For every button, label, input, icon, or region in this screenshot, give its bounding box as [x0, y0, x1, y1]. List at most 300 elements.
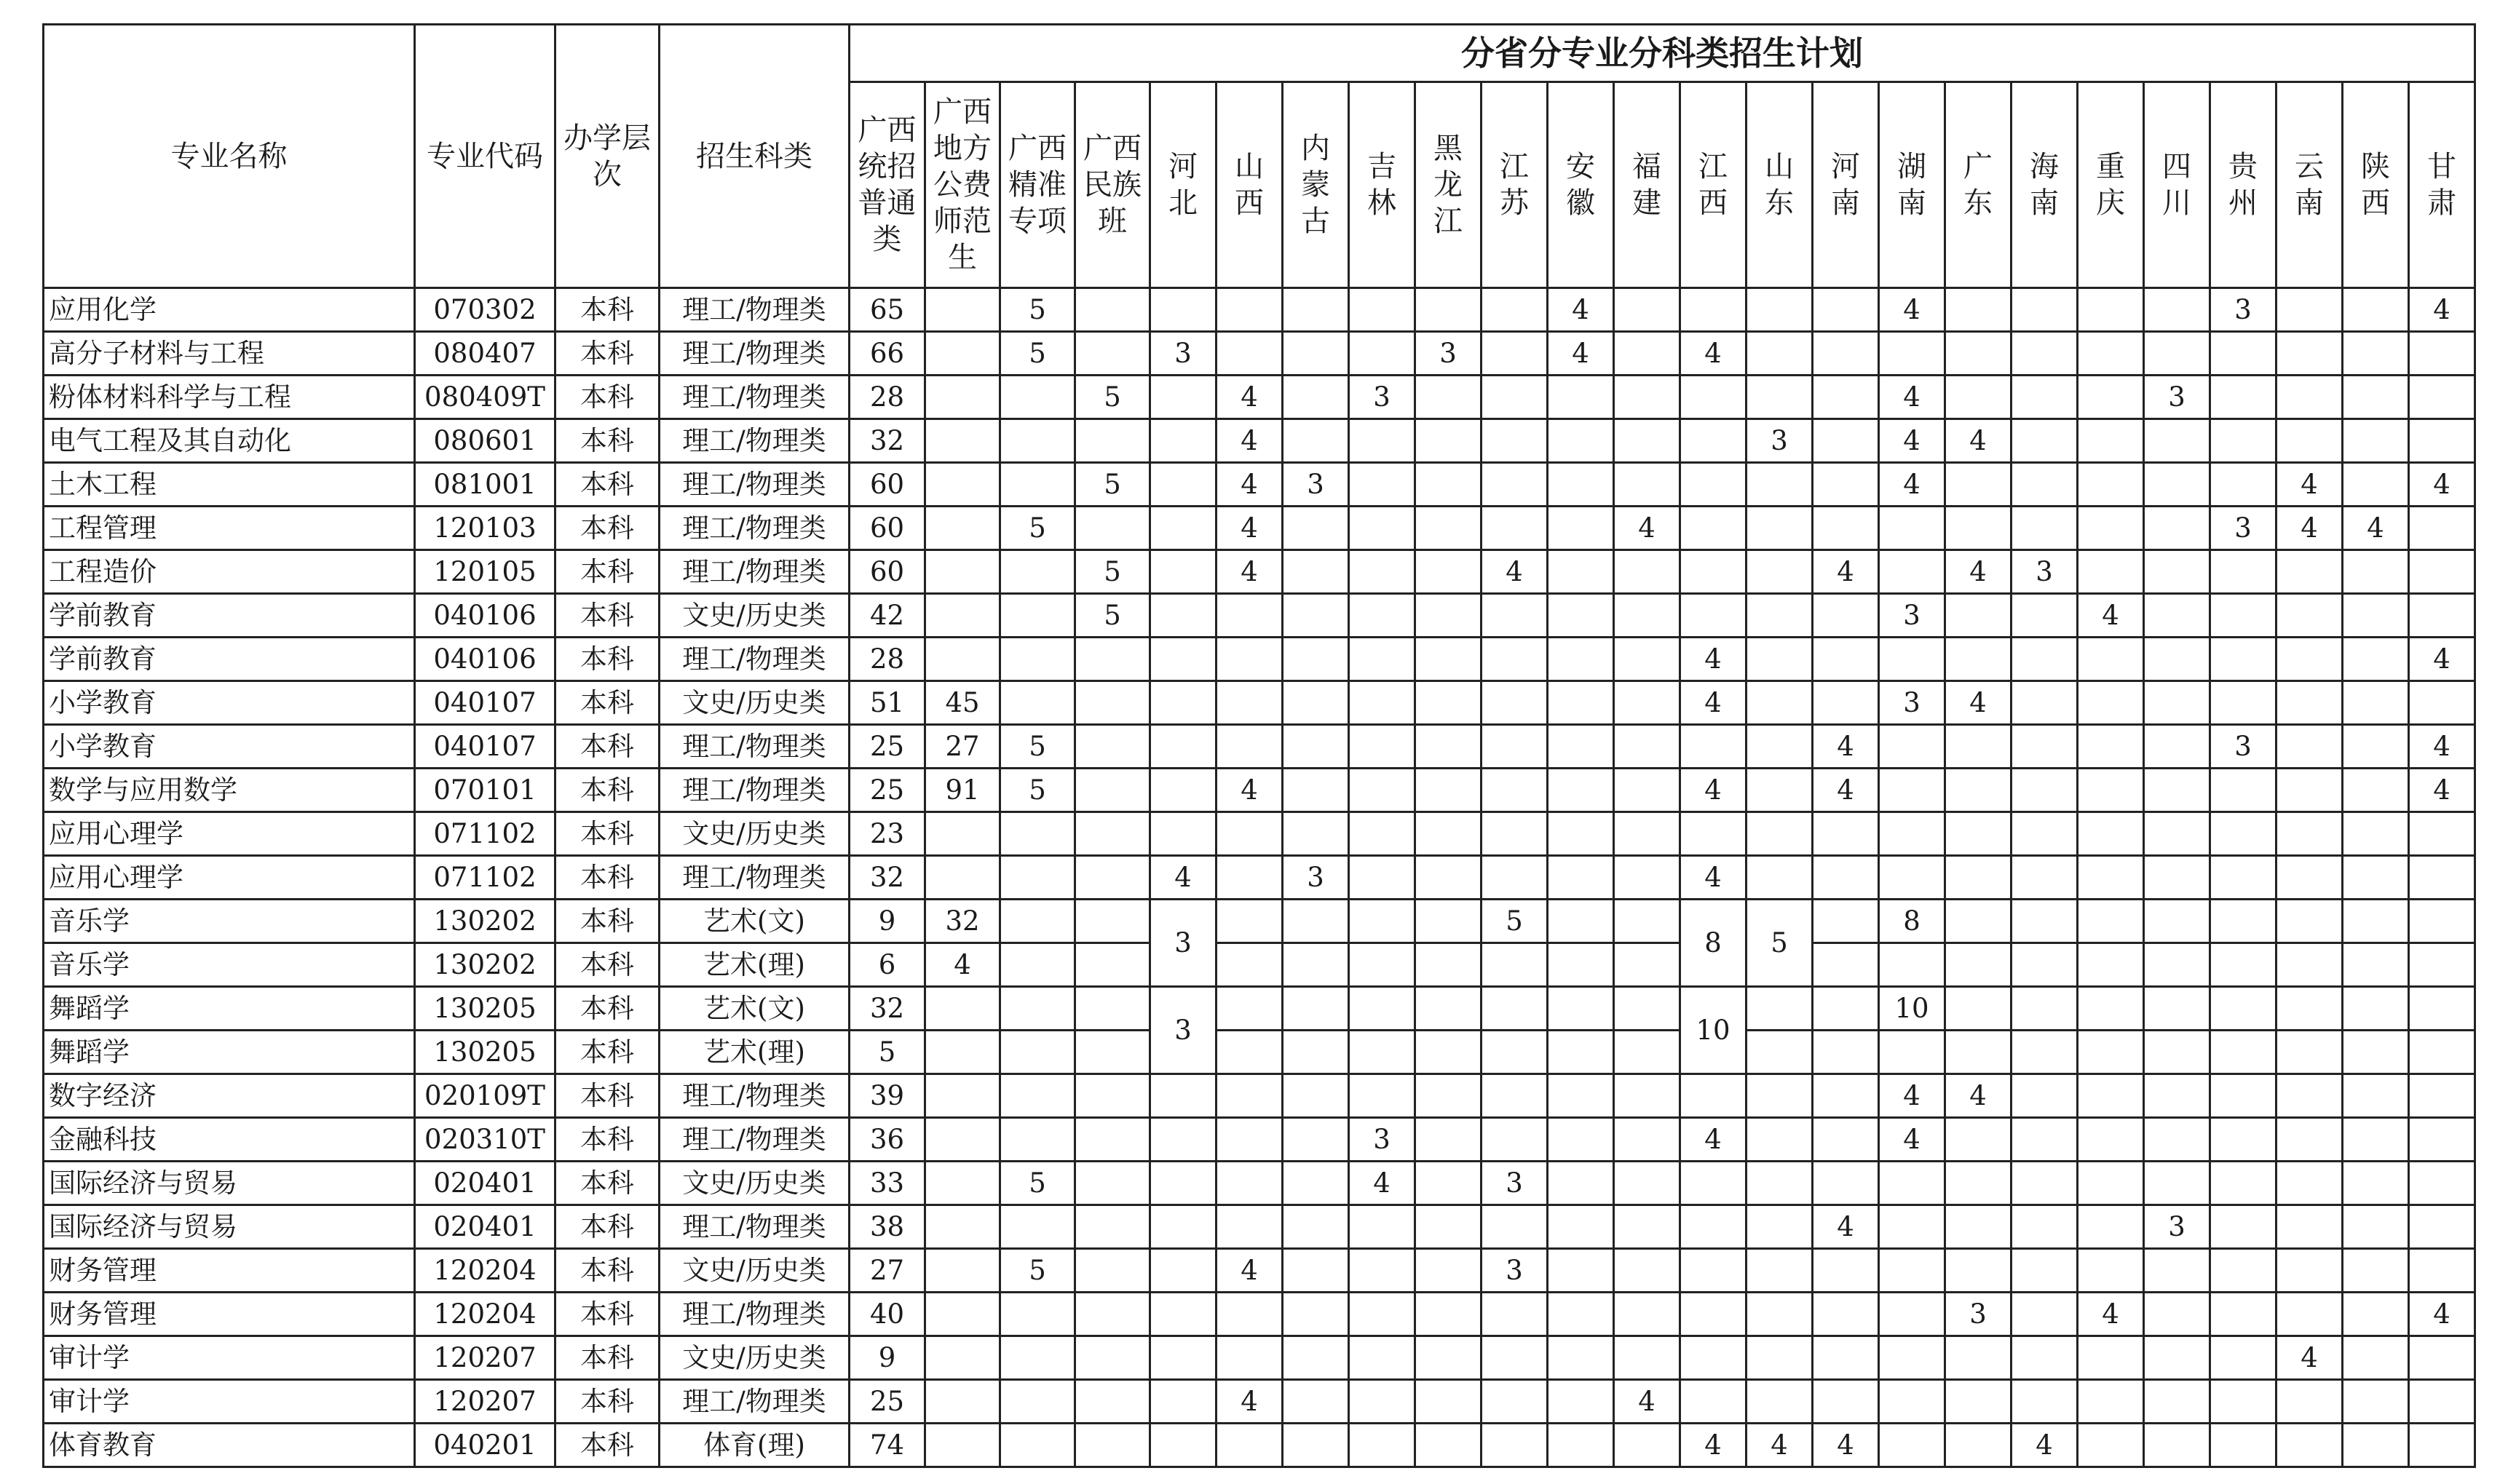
quota-cell	[925, 1380, 1000, 1424]
category-cell: 艺术(理)	[660, 1031, 850, 1074]
quota-cell	[2144, 1336, 2210, 1380]
quota-cell	[2343, 376, 2409, 419]
header-major-name: 专业名称	[44, 25, 415, 288]
quota-cell: 4	[1217, 550, 1283, 594]
quota-cell	[2210, 943, 2276, 987]
table-row	[44, 1424, 2475, 1467]
major-name-cell: 粉体材料科学与工程	[44, 376, 415, 419]
header-column-6	[1283, 82, 1349, 288]
quota-cell	[2343, 1074, 2409, 1118]
quota-cell	[1217, 1162, 1283, 1205]
header-char: 山	[1235, 150, 1264, 183]
quota-cell	[2276, 900, 2343, 943]
quota-cell	[2012, 1249, 2078, 1293]
quota-cell: 4	[2409, 769, 2475, 812]
table-row	[44, 1205, 2475, 1249]
quota-cell	[1614, 1293, 1680, 1336]
quota-cell	[1000, 1424, 1075, 1467]
quota-cell: 4	[1482, 550, 1548, 594]
level-cell: 本科	[555, 332, 660, 376]
quota-cell	[2343, 638, 2409, 681]
header-char: 南	[1897, 186, 1926, 220]
header-char: 海	[2030, 150, 2059, 183]
major-name-cell: 工程造价	[44, 550, 415, 594]
quota-cell	[1945, 812, 2012, 856]
quota-cell	[1747, 463, 1813, 507]
quota-cell	[1283, 550, 1349, 594]
quota-cell	[1482, 1336, 1548, 1380]
quota-cell	[2078, 419, 2144, 463]
quota-cell	[2276, 1162, 2343, 1205]
quota-cell	[1614, 725, 1680, 769]
header-plan-title: 分省分专业分科类招生计划	[850, 25, 2475, 82]
quota-cell	[1614, 1031, 1680, 1074]
category-cell: 艺术(文)	[660, 987, 850, 1031]
quota-cell	[2078, 463, 2144, 507]
quota-cell	[2409, 1424, 2475, 1467]
quota-cell	[1747, 681, 1813, 725]
quota-cell	[1415, 1118, 1482, 1162]
quota-cell	[2144, 1249, 2210, 1293]
quota-cell	[1283, 681, 1349, 725]
quota-cell	[1150, 1249, 1217, 1293]
quota-cell	[2210, 1380, 2276, 1424]
category-cell: 艺术(理)	[660, 943, 850, 987]
quota-cell	[2343, 594, 2409, 638]
quota-cell	[2343, 419, 2409, 463]
quota-cell	[1349, 725, 1415, 769]
header-char: 黑	[1433, 132, 1463, 165]
quota-cell	[2409, 900, 2475, 943]
quota-cell	[1482, 376, 1548, 419]
table-row	[44, 1380, 2475, 1424]
quota-cell	[2343, 550, 2409, 594]
header-char: 河	[1831, 150, 1860, 183]
table-row	[44, 288, 2475, 332]
quota-cell	[2210, 1293, 2276, 1336]
category-cell: 理工/物理类	[660, 725, 850, 769]
quota-cell	[2078, 1205, 2144, 1249]
quota-cell	[1614, 1162, 1680, 1205]
quota-cell: 5	[1000, 769, 1075, 812]
quota-cell	[1349, 550, 1415, 594]
quota-cell: 5	[1000, 288, 1075, 332]
quota-cell: 4	[1548, 288, 1614, 332]
quota-cell	[925, 332, 1000, 376]
quota-cell	[1349, 769, 1415, 812]
table-row	[44, 943, 2475, 987]
quota-cell	[2210, 1031, 2276, 1074]
quota-cell	[1747, 1205, 1813, 1249]
quota-cell: 3	[2144, 1205, 2210, 1249]
quota-cell	[1349, 419, 1415, 463]
level-cell: 本科	[555, 900, 660, 943]
quota-cell	[2144, 419, 2210, 463]
level-cell: 本科	[555, 419, 660, 463]
quota-cell	[1349, 288, 1415, 332]
quota-cell	[2210, 594, 2276, 638]
quota-cell: 4	[1879, 1074, 1945, 1118]
major-code-cell: 080409T	[415, 376, 555, 419]
quota-cell	[1000, 1293, 1075, 1336]
quota-cell: 3	[2210, 288, 2276, 332]
header-column-20	[2210, 82, 2276, 288]
quota-cell	[1614, 900, 1680, 943]
quota-cell	[1548, 681, 1614, 725]
quota-cell	[1217, 1424, 1283, 1467]
quota-cell	[1945, 376, 2012, 419]
level-cell: 本科	[555, 594, 660, 638]
quota-cell	[925, 1074, 1000, 1118]
quota-cell	[1415, 725, 1482, 769]
header-column-4	[1150, 82, 1217, 288]
quota-cell: 32	[925, 900, 1000, 943]
header-level: 办学层次	[555, 25, 660, 288]
quota-cell	[1482, 1293, 1548, 1336]
quota-cell	[1548, 943, 1614, 987]
quota-cell	[2078, 1249, 2144, 1293]
level-cell: 本科	[555, 288, 660, 332]
quota-cell	[2210, 769, 2276, 812]
major-code-cell: 040107	[415, 725, 555, 769]
major-name-cell: 数学与应用数学	[44, 769, 415, 812]
header-column-22	[2343, 82, 2409, 288]
header-char: 苏	[1500, 186, 1529, 220]
quota-cell	[925, 463, 1000, 507]
quota-cell: 36	[850, 1118, 925, 1162]
quota-cell	[2012, 1162, 2078, 1205]
quota-cell	[1150, 1074, 1217, 1118]
major-name-cell: 音乐学	[44, 943, 415, 987]
quota-cell	[1747, 725, 1813, 769]
quota-cell	[1000, 1074, 1075, 1118]
major-name-cell: 高分子材料与工程	[44, 332, 415, 376]
quota-cell	[1283, 900, 1349, 943]
header-char: 公费	[933, 168, 992, 202]
quota-cell	[1747, 987, 1813, 1031]
level-cell: 本科	[555, 1162, 660, 1205]
quota-cell: 5	[1000, 1249, 1075, 1293]
quota-cell	[1415, 1205, 1482, 1249]
quota-cell	[2144, 463, 2210, 507]
quota-cell	[2210, 1424, 2276, 1467]
quota-cell: 3	[2210, 725, 2276, 769]
quota-cell	[1349, 332, 1415, 376]
quota-cell: 65	[850, 288, 925, 332]
quota-cell	[1482, 987, 1548, 1031]
quota-cell: 4	[1217, 507, 1283, 550]
quota-cell	[1415, 463, 1482, 507]
quota-cell	[925, 638, 1000, 681]
quota-cell: 66	[850, 332, 925, 376]
quota-cell: 4	[1813, 725, 1879, 769]
major-code-cell: 081001	[415, 463, 555, 507]
quota-cell	[1415, 900, 1482, 943]
quota-cell	[1217, 725, 1283, 769]
header-char: 北	[1168, 186, 1198, 220]
header-column-11	[1614, 82, 1680, 288]
header-char: 重	[2096, 150, 2125, 183]
quota-cell	[2012, 725, 2078, 769]
category-cell: 理工/物理类	[660, 550, 850, 594]
quota-cell	[1075, 288, 1150, 332]
quota-cell	[1482, 1031, 1548, 1074]
header-char: 广西	[1083, 132, 1142, 165]
quota-cell: 3	[1879, 681, 1945, 725]
quota-cell	[1548, 769, 1614, 812]
category-cell: 理工/物理类	[660, 856, 850, 900]
quota-cell	[1548, 463, 1614, 507]
quota-cell: 32	[850, 987, 925, 1031]
quota-cell	[1945, 900, 2012, 943]
quota-cell	[2144, 594, 2210, 638]
quota-cell	[1150, 288, 1217, 332]
quota-cell	[2078, 1031, 2144, 1074]
quota-cell	[1614, 1249, 1680, 1293]
quota-cell: 3	[2144, 376, 2210, 419]
major-name-cell: 应用化学	[44, 288, 415, 332]
table-row	[44, 681, 2475, 725]
quota-cell	[925, 550, 1000, 594]
level-cell: 本科	[555, 376, 660, 419]
quota-cell	[1150, 1118, 1217, 1162]
quota-cell	[1614, 376, 1680, 419]
major-name-cell: 国际经济与贸易	[44, 1162, 415, 1205]
quota-cell	[2343, 1118, 2409, 1162]
quota-cell	[925, 1031, 1000, 1074]
quota-cell: 5	[1000, 332, 1075, 376]
major-name-cell: 学前教育	[44, 594, 415, 638]
quota-cell	[1283, 638, 1349, 681]
quota-cell: 4	[1945, 550, 2012, 594]
quota-cell	[1150, 1336, 1217, 1380]
quota-cell	[1945, 1380, 2012, 1424]
quota-cell	[2276, 419, 2343, 463]
header-char: 师范	[933, 205, 992, 238]
quota-cell	[1217, 1118, 1283, 1162]
quota-cell	[1217, 1205, 1283, 1249]
quota-cell	[1548, 1205, 1614, 1249]
quota-cell	[2210, 987, 2276, 1031]
major-name-cell: 小学教育	[44, 681, 415, 725]
quota-cell: 3	[1747, 419, 1813, 463]
header-char: 广西	[1008, 132, 1067, 165]
quota-cell	[1813, 463, 1879, 507]
quota-cell	[925, 288, 1000, 332]
table-row	[44, 769, 2475, 812]
quota-cell	[2144, 900, 2210, 943]
header-column-15	[1879, 82, 1945, 288]
quota-cell	[1945, 725, 2012, 769]
quota-cell	[2343, 769, 2409, 812]
table-row	[44, 463, 2475, 507]
quota-cell	[1075, 638, 1150, 681]
quota-cell	[2210, 1162, 2276, 1205]
quota-cell	[1945, 288, 2012, 332]
category-cell: 理工/物理类	[660, 1380, 850, 1424]
quota-cell	[2012, 943, 2078, 987]
quota-cell	[2078, 812, 2144, 856]
quota-cell	[2276, 332, 2343, 376]
quota-cell	[2078, 987, 2144, 1031]
quota-cell: 4	[2078, 594, 2144, 638]
quota-cell	[2343, 1249, 2409, 1293]
quota-cell	[1548, 550, 1614, 594]
quota-cell	[1482, 507, 1548, 550]
quota-cell	[1747, 1074, 1813, 1118]
quota-cell	[1945, 1118, 2012, 1162]
header-char: 州	[2228, 186, 2258, 220]
quota-cell	[2343, 332, 2409, 376]
quota-cell	[2276, 725, 2343, 769]
quota-cell	[2210, 419, 2276, 463]
quota-cell	[1747, 550, 1813, 594]
major-name-cell: 应用心理学	[44, 856, 415, 900]
quota-cell	[1283, 288, 1349, 332]
quota-cell	[2144, 1074, 2210, 1118]
quota-cell	[1879, 769, 1945, 812]
quota-cell	[1945, 943, 2012, 987]
quota-cell	[1813, 594, 1879, 638]
quota-cell: 9	[850, 1336, 925, 1380]
quota-cell	[1283, 1293, 1349, 1336]
major-name-cell: 小学教育	[44, 725, 415, 769]
quota-cell	[1945, 1336, 2012, 1380]
table-row	[44, 1118, 2475, 1162]
quota-cell	[2210, 1205, 2276, 1249]
header-char: 肃	[2427, 186, 2456, 220]
quota-cell	[1879, 1031, 1945, 1074]
quota-cell	[2144, 1293, 2210, 1336]
major-name-cell: 金融科技	[44, 1118, 415, 1162]
major-code-cell: 130205	[415, 987, 555, 1031]
quota-cell	[1813, 1380, 1879, 1424]
quota-cell	[2144, 812, 2210, 856]
level-cell: 本科	[555, 987, 660, 1031]
header-char: 统招	[858, 150, 917, 183]
quota-cell	[1813, 856, 1879, 900]
quota-cell	[1000, 987, 1075, 1031]
quota-cell	[1548, 638, 1614, 681]
header-column-8	[1415, 82, 1482, 288]
quota-cell	[2210, 550, 2276, 594]
quota-cell	[2210, 1074, 2276, 1118]
table-row	[44, 376, 2475, 419]
quota-cell	[1879, 1336, 1945, 1380]
level-cell: 本科	[555, 725, 660, 769]
quota-cell	[2409, 856, 2475, 900]
quota-cell	[2276, 1293, 2343, 1336]
quota-cell	[1879, 332, 1945, 376]
header-column-19	[2144, 82, 2210, 288]
quota-cell	[1075, 1162, 1150, 1205]
quota-cell	[2012, 376, 2078, 419]
level-cell: 本科	[555, 1380, 660, 1424]
quota-cell: 3	[1482, 1162, 1548, 1205]
header-char: 南	[1831, 186, 1860, 220]
quota-cell	[2078, 288, 2144, 332]
quota-cell: 4	[2409, 1293, 2475, 1336]
quota-cell	[1614, 987, 1680, 1031]
category-cell: 文史/历史类	[660, 812, 850, 856]
header-column-14	[1813, 82, 1879, 288]
quota-cell: 4	[1217, 463, 1283, 507]
quota-cell	[2078, 1380, 2144, 1424]
quota-cell: 60	[850, 550, 925, 594]
quota-cell	[1150, 1162, 1217, 1205]
quota-cell	[1349, 812, 1415, 856]
quota-cell	[2078, 1074, 2144, 1118]
quota-cell	[1150, 507, 1217, 550]
quota-cell	[1283, 725, 1349, 769]
quota-cell	[1879, 856, 1945, 900]
quota-cell	[1217, 594, 1283, 638]
header-char: 东	[1765, 186, 1794, 220]
major-code-cell: 120207	[415, 1336, 555, 1380]
quota-cell	[2078, 332, 2144, 376]
quota-cell: 3	[1150, 900, 1217, 987]
header-column-5	[1217, 82, 1283, 288]
quota-cell: 4	[1813, 1424, 1879, 1467]
quota-cell	[1614, 594, 1680, 638]
quota-cell: 8	[1680, 900, 1747, 987]
quota-cell	[1548, 1293, 1614, 1336]
quota-cell	[1150, 769, 1217, 812]
quota-cell	[2409, 1205, 2475, 1249]
level-cell: 本科	[555, 856, 660, 900]
header-char: 普通	[858, 186, 917, 220]
quota-cell	[2409, 507, 2475, 550]
quota-cell	[925, 1336, 1000, 1380]
quota-cell	[1614, 550, 1680, 594]
quota-cell	[1349, 1249, 1415, 1293]
quota-cell	[1415, 769, 1482, 812]
header-column-1	[925, 82, 1000, 288]
quota-cell: 3	[2012, 550, 2078, 594]
quota-cell	[2210, 1118, 2276, 1162]
quota-cell	[1075, 943, 1150, 987]
header-char: 庆	[2096, 186, 2125, 220]
major-code-cell: 070302	[415, 288, 555, 332]
header-column-3	[1075, 82, 1150, 288]
quota-cell	[1217, 856, 1283, 900]
quota-cell	[1217, 332, 1283, 376]
major-code-cell: 020109T	[415, 1074, 555, 1118]
quota-cell	[1945, 987, 2012, 1031]
quota-cell: 4	[2409, 463, 2475, 507]
quota-cell	[1548, 507, 1614, 550]
major-code-cell: 120103	[415, 507, 555, 550]
quota-cell	[2210, 1336, 2276, 1380]
level-cell: 本科	[555, 1118, 660, 1162]
quota-cell	[1747, 288, 1813, 332]
quota-cell	[2409, 943, 2475, 987]
quota-cell	[2276, 769, 2343, 812]
quota-cell	[1415, 812, 1482, 856]
quota-cell	[1349, 463, 1415, 507]
major-code-cell: 130205	[415, 1031, 555, 1074]
quota-cell: 25	[850, 1380, 925, 1424]
quota-cell	[1349, 638, 1415, 681]
quota-cell	[2012, 1293, 2078, 1336]
quota-cell: 4	[1217, 376, 1283, 419]
quota-cell	[1680, 463, 1747, 507]
quota-cell	[1000, 1118, 1075, 1162]
quota-cell	[1813, 332, 1879, 376]
quota-cell	[2012, 507, 2078, 550]
quota-cell	[1747, 1293, 1813, 1336]
quota-cell: 3	[2210, 507, 2276, 550]
